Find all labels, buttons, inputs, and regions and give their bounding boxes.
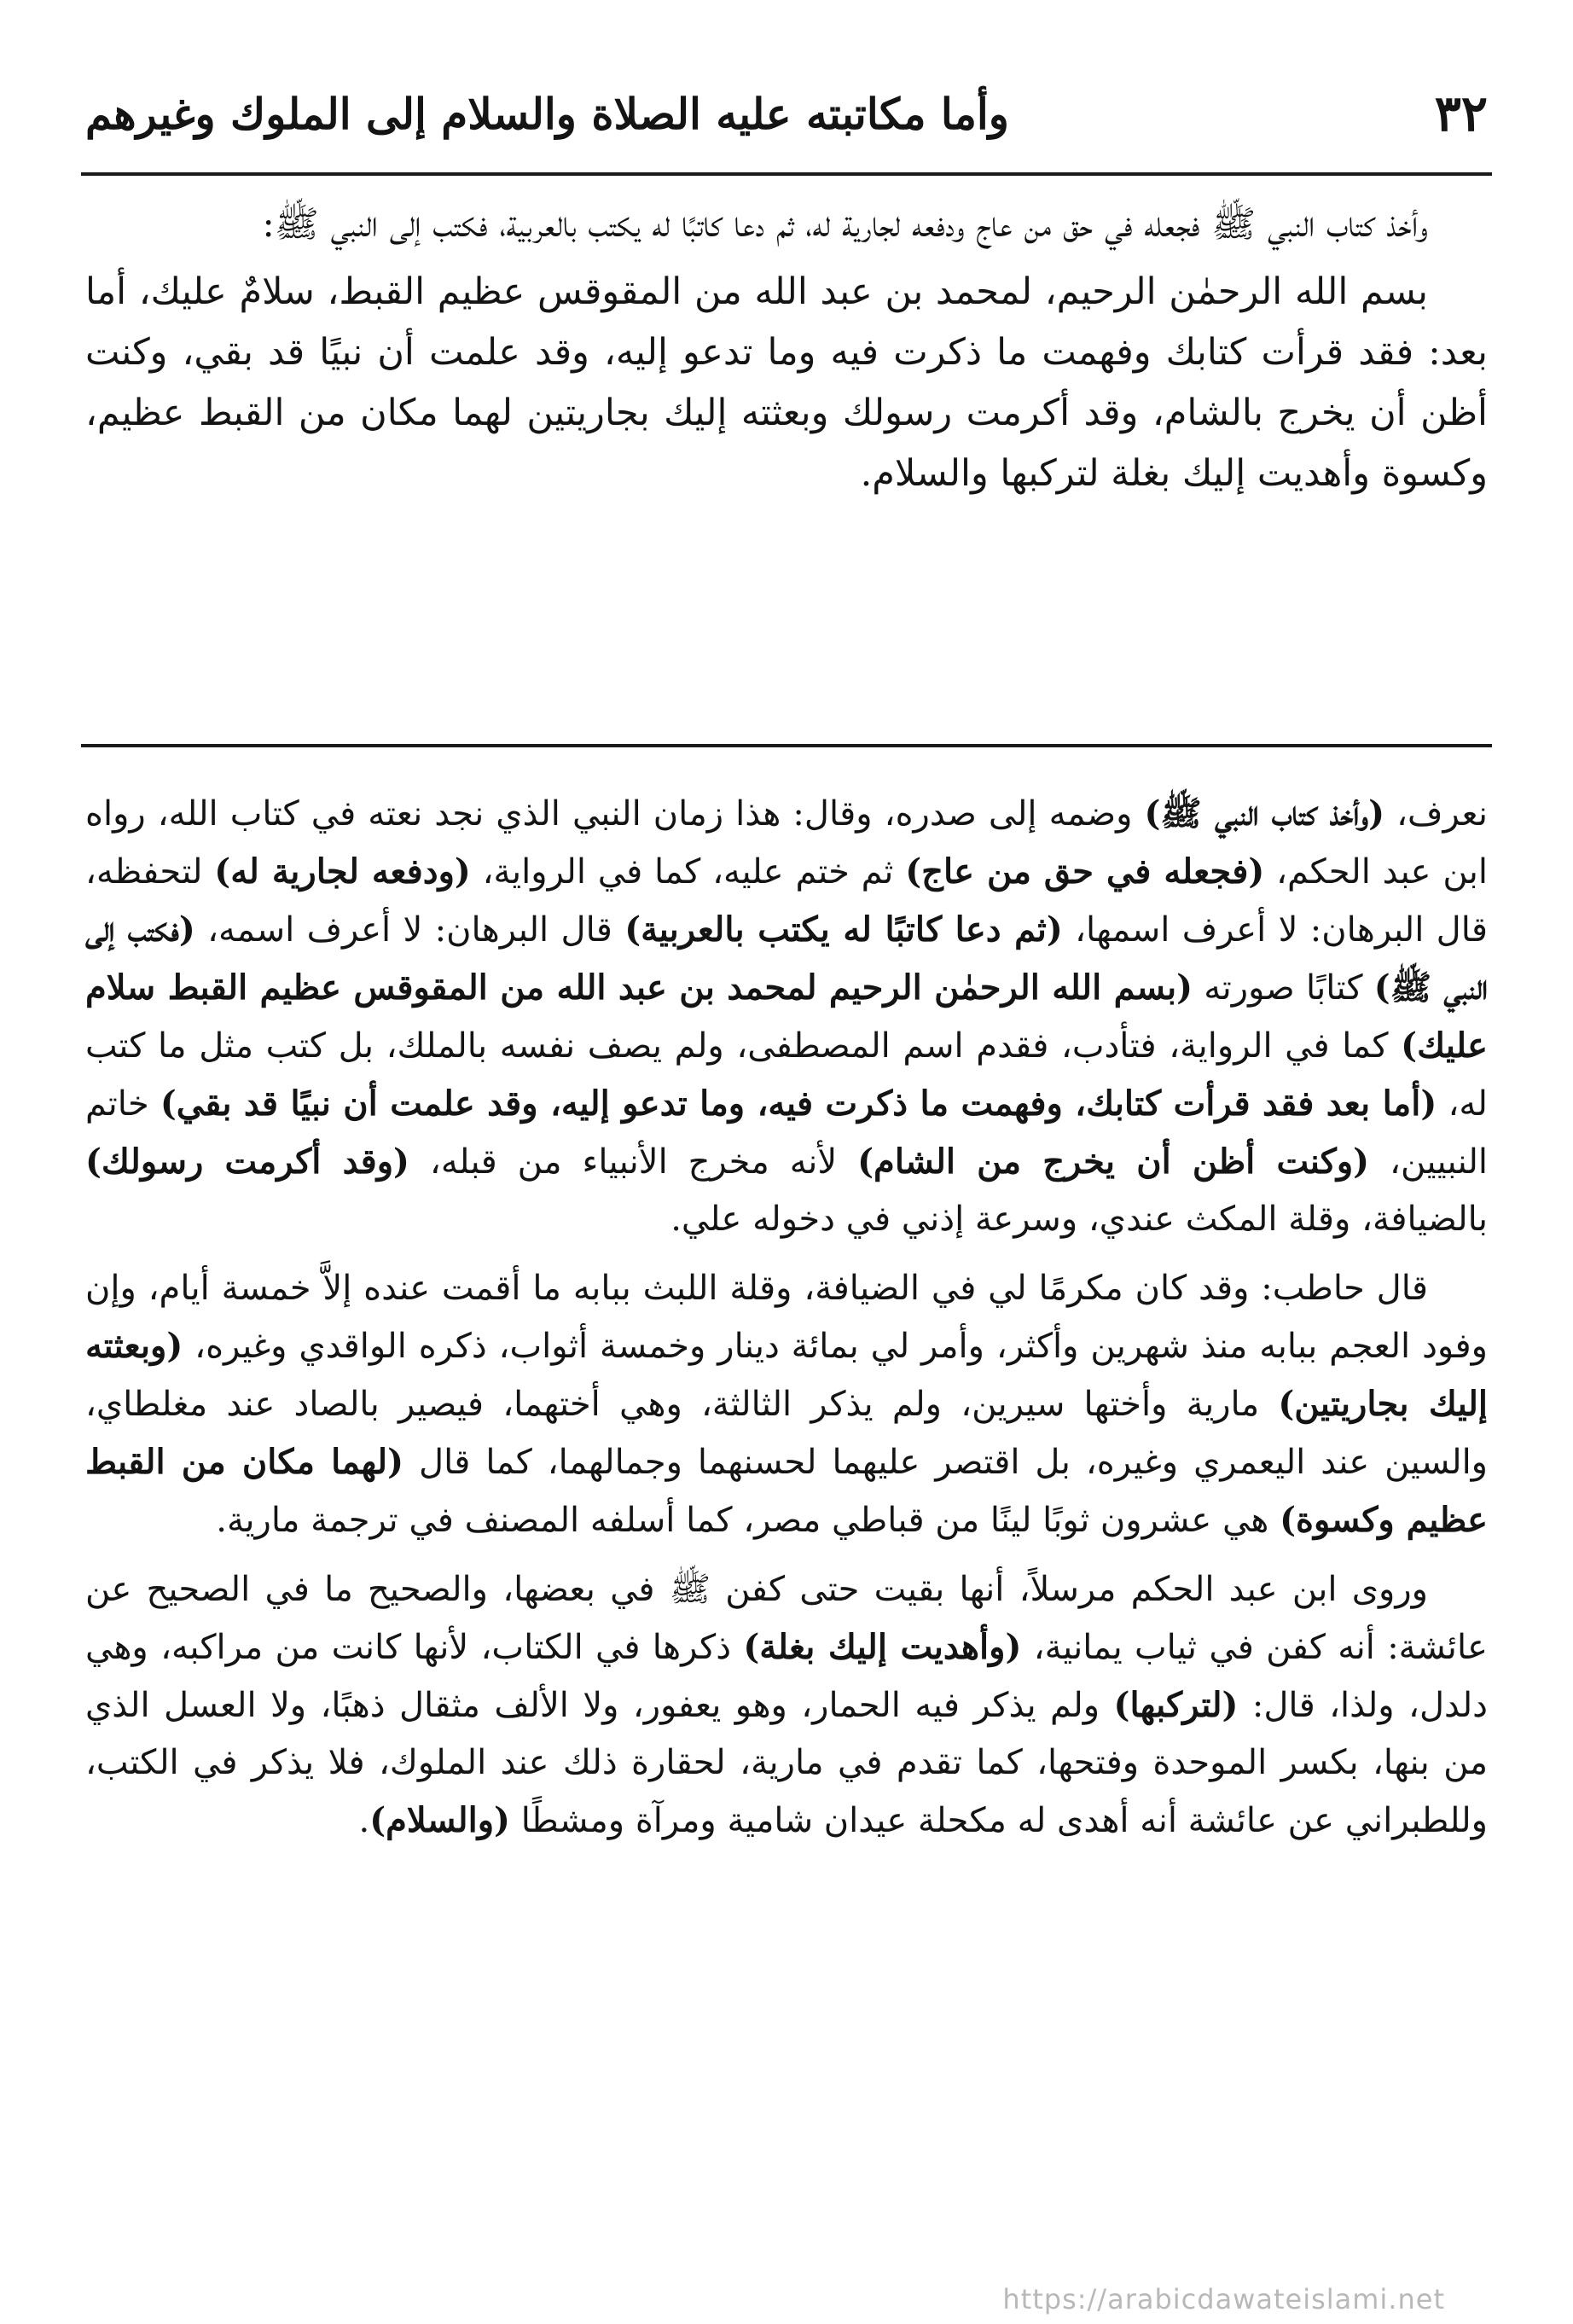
matn-paragraph: وأخذ كتاب النبي ﷺ فجعله في حق من عاج ودفعه لجارية له، ثم دعا كاتبًا له يكتب بالعربية، فكتب إلى النبي ﷺ: — [262, 203, 1428, 246]
commentary-text: بالضيافة، وقلة المكث عندي، وسرعة إذني في دخوله علي. — [670, 1200, 1488, 1239]
quoted-text: (وكنت أظن أن يخرج من الشام) — [857, 1142, 1370, 1182]
commentary-text: كتابًا صورته — [1193, 968, 1374, 1008]
quoted-text: (وبعثته إليك بجاريتين) — [85, 1326, 1488, 1424]
commentary-text: ولم يذكر فيه الحمار، وهو يعفور، ولا الألف مثقال ذهبًا، ولا العسل الذي من بنها، بكسر الموحدة وفتحها، كما تقدم في مارية، لحقارة ذلك عند الملوك، فلا يذكر في الكتب، وللطبراني عن عائشة أنه أهدى له مكحلة عيدان شامية ومرآة ومشطًا — [85, 1686, 1488, 1840]
commentary-text: نعرف، — [1384, 794, 1488, 834]
commentary-text: ذكرها في الكتاب، لأنها كانت من مراكبه، وهي دلدل، ولذا، قال: — [85, 1628, 1488, 1725]
sharh-paragraph — [85, 1561, 1488, 1850]
matn-section — [85, 195, 1488, 504]
commentary-text: خاتم النبيين، — [85, 1084, 1488, 1182]
quoted-text: (وأخذ كتاب النبي ﷺ) — [1144, 793, 1385, 834]
quoted-text: (بسم الله الرحمٰن الرحيم لمحمد بن عبد الله من المقوقس عظيم القبط سلام عليك) — [85, 967, 1488, 1066]
commentary-text: هي عشرون ثوبًا لينًا من قباطي مصر، كما أسلفه المصنف في ترجمة مارية. — [216, 1501, 1280, 1540]
quoted-text: (أما بعد فقد قرأت كتابك، وفهمت ما ذكرت فيه، وما تدعو إليه، وقد علمت أن نبيًا قد بقي) — [160, 1084, 1437, 1124]
header-rule — [81, 172, 1492, 176]
commentary-text: ثم ختم عليه، كما في الرواية، — [470, 852, 906, 892]
quoted-text: (والسلام) — [369, 1800, 510, 1840]
quoted-text: (ودفعه لجارية له) — [214, 851, 471, 892]
commentary-text: لتحفظه، قال البرهان: لا أعرف اسمها، — [85, 852, 1489, 950]
quoted-text: (فكتب إلى النبي ﷺ) — [85, 909, 1488, 1008]
quoted-text: (لتركبها) — [1113, 1685, 1239, 1725]
commentary-text: وروى ابن عبد الحكم مرسلاً، أنها بقيت حتى كفن ﷺ في بعضها، والصحيح ما في الصحيح عن عائشة: أنه كفن في ثياب يمانية، — [85, 1570, 1488, 1667]
commentary-text: مارية وأختها سيرين، ولم يذكر الثالثة، وهي أختهما، فيصير بالصاد عند مغلطاي، والسين عند اليعمري وغيره، بل اقتصر عليهما لحسنهما وجمالهما، كما قال — [85, 1385, 1488, 1482]
section-separator — [81, 744, 1492, 747]
matn-paragraph: بسم الله الرحمٰن الرحيم، لمحمد بن عبد الله من المقوقس عظيم القبط، سلامٌ عليك، أما بعد: فقد قرأت كتابك وفهمت ما ذكرت فيه وما تدعو إليه، وقد علمت أن نبيًا قد بقي، وكنت أظن أن يخرج بالشام، وقد أكرمت رسولك وبعثته إليك بجاريتين لهما مكان من القبط عظيم، وكسوة وأهديت إليك بغلة لتركبها والسلام. — [85, 270, 1488, 495]
commentary-text: قال البرهان: لا أعرف اسمه، — [194, 910, 625, 950]
quoted-text: (لهما مكان من القبط عظيم وكسوة) — [85, 1442, 1488, 1540]
page-header — [85, 67, 1488, 160]
commentary-text: وضمه إلى صدره، وقال: هذا زمان النبي الذي نجد نعته في كتاب الله، رواه ابن عبد الحكم، — [85, 794, 1489, 892]
quoted-text: (وأهديت إليك بغلة) — [743, 1627, 1022, 1667]
commentary-text: قال حاطب: وقد كان مكرمًا لي في الضيافة، وقلة اللبث ببابه ما أقمت عنده إلاَّ خمسة أيام، وإن وفود العجم ببابه منذ شهرين وأكثر، وأمر لي بمائة دينار وخمسة أثواب، ذكره الواقدي وغيره، — [85, 1269, 1488, 1366]
sharh-paragraph — [85, 785, 1488, 1248]
sharh-section — [85, 785, 1488, 1850]
commentary-text: كما في الرواية، فتأدب، فقدم اسم المصطفى، ولم يصف نفسه بالملك، بل كتب مثل ما كتب له، — [85, 1026, 1488, 1124]
commentary-text: لأنه مخرج الأنبياء من قبله، — [409, 1142, 858, 1182]
running-title: وأما مكاتبته عليه الصلاة والسلام إلى الملوك وغيرهم — [85, 88, 1009, 139]
page-number: ٣٢ — [1434, 84, 1488, 142]
quoted-text: (وقد أكرمت رسولك) — [85, 1142, 409, 1182]
quoted-text: (فجعله في حق من عاج) — [905, 851, 1265, 892]
quoted-text: (ثم دعا كاتبًا له يكتب بالعربية) — [624, 909, 1063, 950]
watermark-url: https://arabicdawateislami.net — [1002, 2283, 1445, 2315]
sharh-paragraph — [85, 1260, 1488, 1549]
commentary-text: . — [358, 1801, 370, 1840]
